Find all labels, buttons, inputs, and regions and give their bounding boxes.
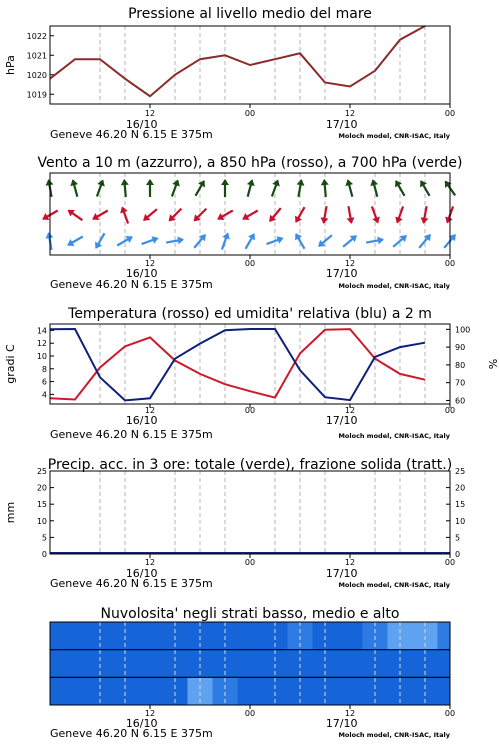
arrow-head — [69, 178, 78, 186]
arrow-head — [172, 178, 182, 186]
y-tick-label: 1020 — [26, 70, 47, 80]
panel-1 — [4, 6, 455, 141]
arrow-head — [146, 179, 154, 185]
model-credit: Moloch model, CNR-ISAC, Italy — [338, 282, 450, 290]
panel-4 — [4, 457, 465, 590]
date-label: 17/10 — [325, 717, 358, 730]
arrow-head — [198, 178, 208, 187]
x-tick-label: 00 — [444, 109, 456, 118]
x-tick-label: 00 — [244, 109, 256, 118]
cloud-cell — [50, 622, 63, 650]
wind-arrow — [292, 231, 308, 251]
x-tick-label: 12 — [344, 709, 356, 718]
cloud-cell — [438, 622, 451, 650]
x-tick-label: 00 — [244, 558, 256, 567]
x-tick-label: 12 — [344, 558, 356, 567]
wind-arrow — [320, 179, 330, 198]
cloud-cell — [138, 650, 163, 678]
date-label: 17/10 — [325, 414, 358, 427]
date-label: 16/10 — [125, 567, 158, 580]
location-label: Geneve 46.20 N 6.15 E 375m — [50, 428, 213, 441]
location-label: Geneve 46.20 N 6.15 E 375m — [50, 278, 213, 291]
cloud-cell — [338, 650, 363, 678]
date-label: 16/10 — [125, 414, 158, 427]
arrow-head — [44, 178, 53, 185]
arrow-head — [372, 216, 382, 224]
x-tick-label: 00 — [444, 558, 456, 567]
arrow-head — [419, 217, 428, 224]
y-tick-label: 1021 — [26, 51, 47, 61]
panel-title: Vento a 10 m (azzurro), a 850 hPa (rosso), a 700 hPa (verde) — [37, 155, 463, 171]
x-tick-label: 00 — [444, 406, 456, 415]
x-tick-label: 12 — [144, 406, 156, 415]
y-axis-label: gradi C — [4, 344, 17, 384]
y-tick-label: 0 — [41, 550, 47, 559]
y-tick-label-right: 10 — [455, 516, 466, 526]
cloud-cell — [50, 650, 63, 678]
x-tick-label: 12 — [344, 109, 356, 118]
wind-arrow — [191, 232, 209, 251]
y-axis-label-right: % — [486, 358, 499, 370]
y-tick-label-right: 5 — [455, 533, 461, 543]
y-tick-label-right: 60 — [455, 396, 466, 406]
panel-5 — [50, 606, 455, 740]
wind-arrow — [344, 205, 355, 224]
arrow-head — [44, 231, 53, 238]
arrow-head — [126, 233, 135, 243]
x-tick-label: 12 — [144, 558, 156, 567]
arrow-head — [240, 213, 249, 223]
y-tick-label-right: 70 — [455, 378, 466, 388]
date-label: 17/10 — [325, 118, 358, 131]
wind-arrow — [244, 178, 256, 197]
date-label: 16/10 — [125, 267, 158, 280]
arrow-head — [97, 178, 107, 186]
arrow-head — [40, 213, 49, 223]
x-tick-label: 00 — [444, 709, 456, 718]
arrow-head — [65, 239, 74, 249]
cloud-cell — [63, 677, 88, 705]
panel-title: Pressione al livello medio del mare — [128, 6, 372, 22]
x-tick-label: 12 — [144, 109, 156, 118]
arrow-head — [297, 178, 306, 185]
wind-arrow — [416, 232, 434, 251]
y-tick-label-right: 20 — [455, 483, 466, 493]
y-tick-label: 5 — [41, 533, 47, 543]
wind-arrow — [218, 231, 232, 251]
wind-arrow — [65, 233, 85, 249]
arrow-head — [90, 213, 99, 223]
cloud-cell — [238, 622, 263, 650]
panel-title: Temperatura (rosso) ed umidita' relativa (blu) a 2 m — [68, 306, 432, 322]
x-tick-label: 12 — [144, 709, 156, 718]
location-label: Geneve 46.20 N 6.15 E 375m — [50, 128, 213, 141]
date-label: 16/10 — [125, 118, 158, 131]
date-label: 17/10 — [325, 567, 358, 580]
arrow-head — [120, 179, 128, 186]
y-axis-label: hPa — [4, 55, 17, 75]
cloud-cell — [63, 622, 88, 650]
y-tick-label-right: 100 — [455, 325, 471, 335]
arrow-head — [118, 205, 128, 213]
y-tick-label: 15 — [36, 500, 47, 510]
wind-arrow — [65, 207, 84, 224]
y-tick-label: 12 — [36, 339, 47, 349]
plot-frame — [50, 471, 450, 554]
y-tick-label: 1022 — [26, 31, 47, 41]
arrow-head — [177, 235, 184, 244]
wind-arrow — [92, 231, 108, 251]
y-tick-label-right: 80 — [455, 360, 466, 370]
wind-arrow — [221, 179, 229, 197]
x-tick-label: 00 — [244, 709, 256, 718]
model-credit: Moloch model, CNR-ISAC, Italy — [338, 432, 450, 440]
arrow-head — [417, 178, 427, 187]
wind-arrow — [391, 232, 410, 250]
wind-arrow — [242, 231, 258, 251]
y-tick-label: 4 — [41, 390, 47, 400]
arrow-head — [221, 179, 229, 185]
arrow-head — [222, 231, 232, 239]
arrow-head — [393, 216, 403, 224]
y-tick-label-right: 15 — [455, 500, 466, 510]
cloud-cell — [338, 677, 363, 705]
x-tick-label: 12 — [344, 259, 356, 268]
wind-arrow — [341, 232, 360, 250]
cloud-cell — [238, 677, 263, 705]
cloud-cell — [138, 677, 163, 705]
x-tick-label: 00 — [244, 406, 256, 415]
y-tick-label: 10 — [36, 516, 47, 526]
cloud-cell — [50, 677, 63, 705]
y-tick-label: 6 — [41, 377, 47, 387]
x-tick-label: 12 — [144, 259, 156, 268]
location-label: Geneve 46.20 N 6.15 E 375m — [50, 577, 213, 590]
cloud-cell — [63, 650, 88, 678]
cloud-cell — [438, 650, 451, 678]
x-tick-label: 00 — [244, 259, 256, 268]
y-tick-label: 20 — [36, 483, 47, 493]
wind-arrow — [141, 206, 160, 224]
wind-arrow — [69, 178, 81, 197]
y-tick-label: 1019 — [26, 90, 47, 100]
arrow-head — [92, 242, 102, 251]
y-tick-label: 8 — [41, 364, 47, 374]
panel-2 — [37, 155, 462, 291]
x-tick-label: 00 — [444, 259, 456, 268]
pressure-line — [50, 26, 425, 96]
arrow-head — [276, 234, 284, 244]
series-line-temperature — [50, 329, 425, 399]
arrow-head — [319, 217, 328, 224]
wind-arrow — [316, 232, 335, 250]
panel-3 — [4, 306, 499, 441]
cloud-cell — [438, 677, 451, 705]
arrow-head — [443, 216, 453, 224]
arrow-head — [377, 235, 384, 244]
arrow-head — [248, 231, 258, 240]
model-credit: Moloch model, CNR-ISAC, Italy — [338, 132, 450, 140]
cloud-cell — [138, 622, 163, 650]
location-label: Geneve 46.20 N 6.15 E 375m — [50, 727, 213, 740]
cloud-cell — [238, 650, 263, 678]
y-tick-label: 14 — [36, 326, 47, 336]
y-axis-label: mm — [4, 501, 17, 524]
y-tick-label-right: 0 — [455, 550, 461, 559]
y-tick-label-right: 90 — [455, 343, 466, 353]
arrow-head — [347, 217, 356, 224]
arrow-head — [151, 234, 159, 244]
cloud-cell — [338, 622, 363, 650]
date-label: 16/10 — [125, 717, 158, 730]
y-tick-label-right: 25 — [455, 467, 466, 476]
wind-arrow — [120, 179, 130, 198]
date-label: 17/10 — [325, 267, 358, 280]
arrow-head — [320, 179, 328, 186]
model-credit: Moloch model, CNR-ISAC, Italy — [338, 581, 450, 589]
arrow-head — [247, 178, 256, 186]
wind-arrow — [344, 178, 356, 197]
wind-arrow — [146, 179, 154, 197]
y-tick-label: 25 — [36, 467, 47, 476]
x-tick-label: 12 — [344, 406, 356, 415]
arrow-head — [344, 178, 353, 186]
wind-arrow — [240, 207, 260, 223]
arrow-head — [369, 178, 378, 186]
series-line-humidity — [50, 329, 425, 400]
arrow-head — [272, 178, 282, 186]
model-credit: Moloch model, CNR-ISAC, Italy — [338, 731, 450, 739]
arrow-head — [215, 213, 224, 223]
panel-title: Precip. acc. in 3 ore: totale (verde), frazione solida (tratt.) — [47, 457, 453, 473]
arrow-head — [392, 178, 402, 187]
wind-arrow — [140, 234, 160, 248]
y-tick-label: 10 — [36, 352, 47, 361]
panel-title: Nuvolosita' negli strati basso, medio e alto — [100, 606, 400, 622]
